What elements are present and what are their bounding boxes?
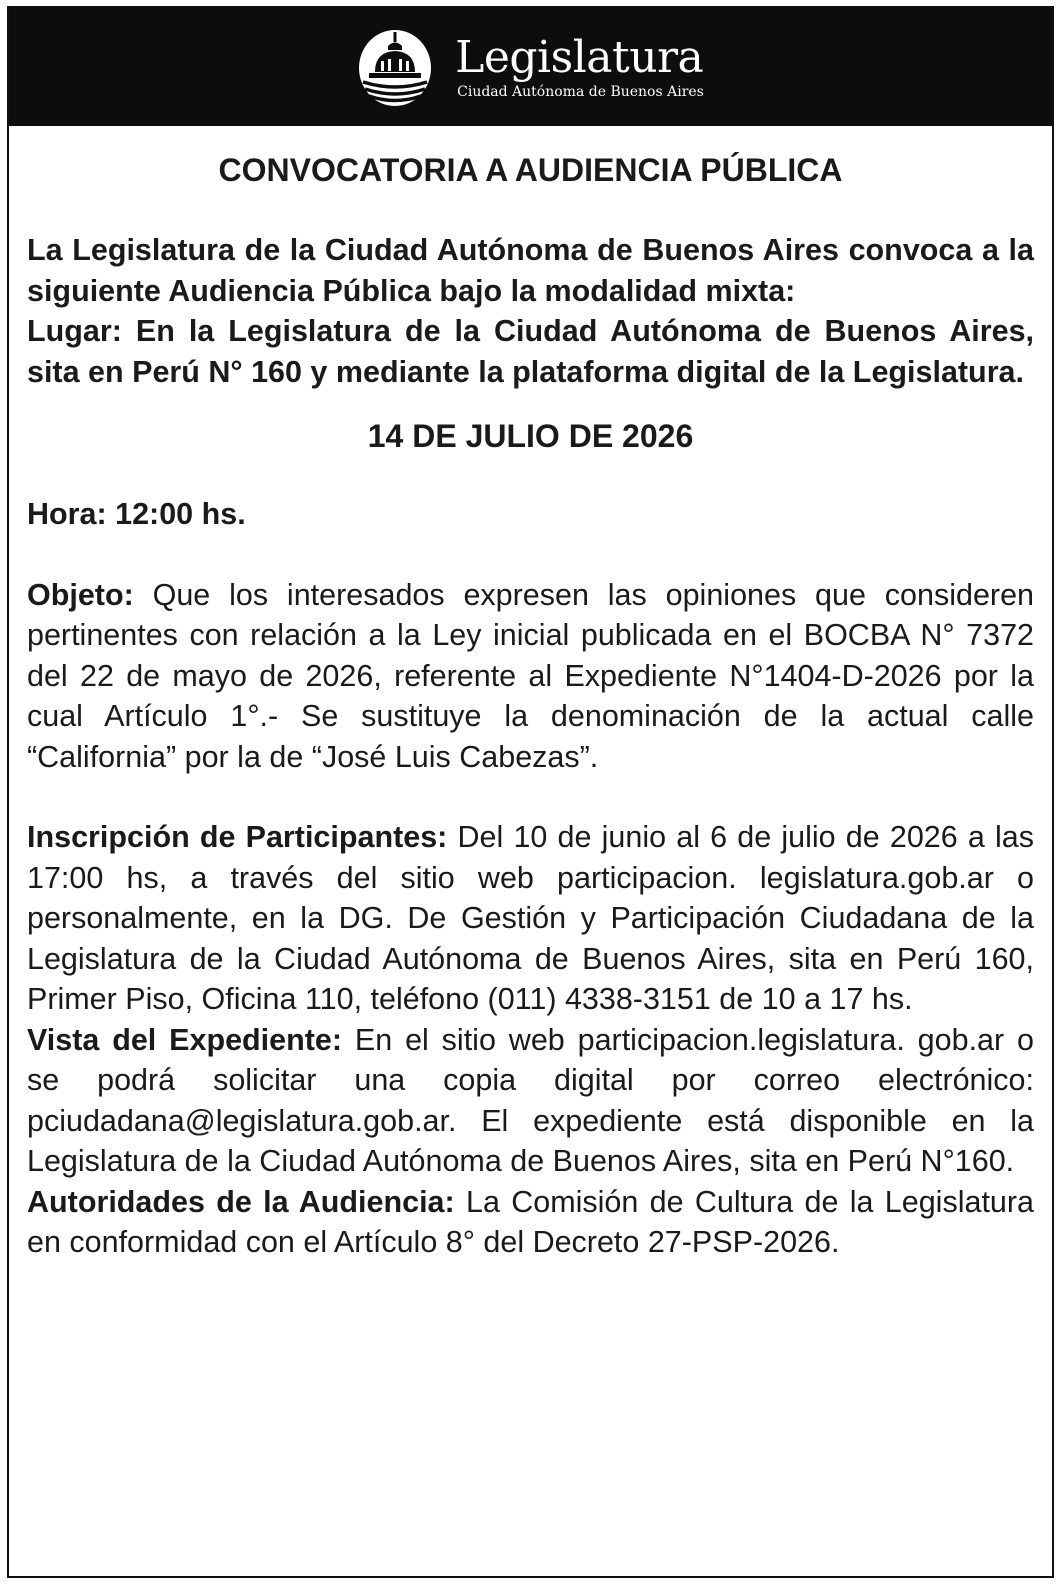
spacer [27, 777, 1034, 817]
authorities-label: Autoridades de la Audiencia: [27, 1184, 455, 1219]
object-label: Objeto: [27, 577, 134, 612]
brand-name: Legislatura [455, 32, 704, 83]
brand [357, 26, 704, 108]
brand-text [455, 33, 704, 101]
registration-label: Inscripción de Participantes: [27, 820, 448, 854]
authorities-paragraph [27, 1182, 1034, 1263]
spacer [27, 535, 1034, 575]
legislature-dome-icon [357, 26, 433, 108]
event-time: Hora: 12:00 hs. [27, 497, 246, 531]
event-date: 14 DE JULIO DE 2026 [367, 418, 694, 454]
registration-text: Del 10 de junio al 6 de julio de 2026 a las 17:00 hs, a través del sitio web participacion. legislatura.gob.ar o personalmente, en la DG. De Gestión y Participación Ciudadana de la Legislatura de la Ciudad Autónoma de Buenos Aires, sita en Perú 160, Primer Piso, Oficina 110, teléfono (011) 4338-3151 de 10 a 17 hs. [27, 820, 1034, 1016]
place-paragraph: Lugar: En la Legislatura de la Ciudad Autónoma de Buenos Aires, sita en Perú N° 160 y mediante la plataforma digital de la Legislatura. [27, 314, 1034, 389]
notice-body [9, 126, 1052, 1263]
registration-paragraph [27, 817, 1034, 1020]
file-label: Vista del Expediente: [27, 1022, 343, 1057]
object-text: Que los interesados expresen las opiniones que consideren pertinentes con relación a la Ley inicial publicada en el BOCBA N° 7372 del 22 de mayo de 2026, referente al Expediente N°1404-D-2026 por la cual Artículo 1°.- Se sustituye la denominación de la actual calle “California” por la de “José Luis Cabezas”. [27, 577, 1034, 774]
authorities-text: La Comisión de Cultura de la Legislatura en conformidad con el Artículo 8° del Decreto 27-PSP-2026. [27, 1184, 1034, 1259]
file-text: En el sitio web participacion.legislatura. gob.ar o se podrá solicitar una copia digital por correo electrónico: pciudadana@legislatura.gob.ar. El expediente está disponible en la Legislatura de la Ciudad Autónoma de Buenos Aires, sita en Perú N°160. [27, 1022, 1034, 1178]
public-notice [7, 6, 1054, 1578]
brand-subtitle: Ciudad Autónoma de Buenos Aires [457, 84, 704, 100]
notice-title: CONVOCATORIA A AUDIENCIA PÚBLICA [218, 152, 843, 188]
intro-paragraph: La Legislatura de la Ciudad Autónoma de Buenos Aires convoca a la siguiente Audiencia Pública bajo la modalidad mixta: [27, 233, 1034, 308]
header-banner [9, 8, 1052, 126]
object-paragraph [27, 575, 1034, 778]
file-paragraph [27, 1020, 1034, 1182]
